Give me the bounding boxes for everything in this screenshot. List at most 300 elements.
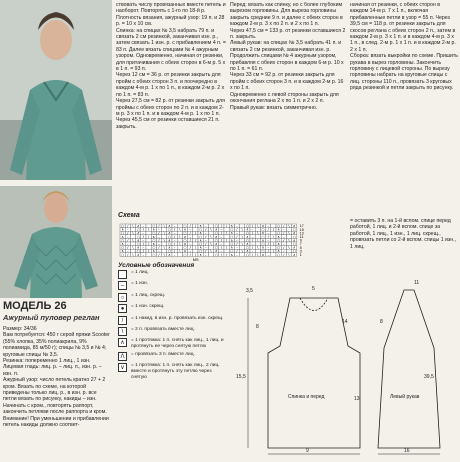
chart-symbol: – bbox=[189, 227, 192, 232]
chart-symbol: ○ bbox=[230, 234, 234, 239]
chart-row-number: 5 bbox=[299, 245, 302, 250]
chart-symbol: – bbox=[189, 242, 192, 246]
chart-symbol: ○ bbox=[245, 252, 249, 257]
chart-cell bbox=[208, 253, 213, 257]
chart-symbol: ∧ bbox=[292, 245, 296, 250]
chart-symbol: ○ bbox=[277, 238, 281, 243]
chart-symbol: ∧ bbox=[246, 227, 249, 232]
chart-symbol: / bbox=[189, 245, 191, 250]
chart-symbol: \ bbox=[241, 234, 243, 239]
chart-symbol: – bbox=[251, 234, 254, 239]
chart-symbol: ∧ bbox=[261, 231, 265, 236]
chart-symbol: / bbox=[220, 252, 222, 257]
chart-symbol: – bbox=[267, 252, 270, 257]
chart-symbol: \ bbox=[132, 231, 134, 236]
chart-symbol: – bbox=[282, 234, 285, 239]
legend-text: = 1 накид, в изн. р. провязать изн. скрещ. bbox=[131, 315, 224, 321]
chart-title: Схема bbox=[118, 212, 140, 219]
chart-symbol: ○ bbox=[277, 231, 281, 236]
chart-symbol: / bbox=[158, 224, 160, 228]
chart-symbol: – bbox=[126, 249, 129, 254]
chart-symbol: \ bbox=[179, 234, 181, 239]
chart-symbol: / bbox=[236, 234, 238, 239]
chart-symbol: / bbox=[220, 224, 222, 228]
chart-symbol: / bbox=[189, 238, 191, 243]
chart-symbol: ∧ bbox=[292, 238, 296, 243]
chart-symbol: ∧ bbox=[277, 227, 280, 232]
chart-symbol: – bbox=[251, 227, 254, 232]
chart-symbol: – bbox=[173, 245, 176, 250]
chart-symbol: ∧ bbox=[121, 242, 124, 246]
model-photo-bottom bbox=[0, 186, 112, 298]
chart-symbol: \ bbox=[257, 231, 259, 236]
chart-symbol: – bbox=[267, 238, 270, 243]
chart-symbol: ∧ bbox=[292, 224, 296, 228]
chart-symbol: – bbox=[142, 252, 145, 257]
chart-symbol: ○ bbox=[136, 234, 140, 239]
chart-symbol: ∧ bbox=[168, 238, 171, 243]
chart-symbol: – bbox=[236, 238, 238, 243]
chart-symbol: – bbox=[236, 252, 238, 257]
chart-symbol: – bbox=[236, 245, 238, 250]
chart-symbol: ∧ bbox=[261, 252, 265, 257]
chart-symbol: / bbox=[205, 249, 207, 254]
chart-symbol: ∧ bbox=[246, 249, 249, 254]
chart-symbol: – bbox=[220, 234, 223, 239]
chart-symbol: ∧ bbox=[292, 252, 296, 257]
legend-item bbox=[118, 293, 226, 302]
chart-symbol: \ bbox=[257, 245, 259, 250]
chart-symbol: \ bbox=[257, 238, 259, 243]
chart-symbol: – bbox=[282, 249, 285, 254]
chart-symbol: – bbox=[267, 231, 270, 236]
chart-symbol: ∧ bbox=[199, 245, 202, 250]
chart-symbol: / bbox=[283, 224, 285, 228]
chart-row-number: 9 bbox=[299, 238, 302, 243]
chart-symbol: ∧ bbox=[214, 227, 218, 232]
schematic-measure: 11 bbox=[414, 280, 420, 286]
chart-symbol: – bbox=[158, 227, 160, 232]
chart-symbol: \ bbox=[272, 249, 274, 254]
chart-symbol: \ bbox=[226, 231, 228, 236]
legend-title: Условные обозначения bbox=[118, 262, 195, 269]
chart-symbol: – bbox=[189, 249, 192, 254]
chart-symbol: \ bbox=[194, 245, 196, 250]
chart-symbol: ○ bbox=[230, 249, 234, 254]
legend-symbol bbox=[118, 270, 127, 279]
chart-symbol: \ bbox=[226, 252, 228, 257]
chart-symbol: \ bbox=[148, 227, 150, 232]
chart-symbol: – bbox=[158, 234, 160, 239]
chart-repeat-label: MS bbox=[192, 257, 199, 262]
chart-symbol: ∧ bbox=[230, 252, 234, 257]
chart-symbol: / bbox=[205, 227, 207, 232]
chart-symbol: / bbox=[252, 224, 254, 228]
chart-symbol: \ bbox=[272, 234, 274, 239]
chart-symbol: ∧ bbox=[168, 224, 171, 228]
chart-symbol: / bbox=[127, 231, 129, 236]
chart-symbol: \ bbox=[288, 252, 290, 257]
schematic-measure: 39,5 bbox=[424, 374, 434, 380]
schematic-measure: 14 bbox=[342, 319, 348, 325]
chart-symbol: ○ bbox=[277, 252, 281, 257]
chart-symbol: ○ bbox=[152, 238, 156, 243]
chart-cell bbox=[146, 253, 151, 257]
chart-symbol: \ bbox=[179, 242, 181, 246]
legend-symbol: Λ bbox=[118, 352, 127, 361]
chart-symbol: ∧ bbox=[183, 234, 187, 239]
chart-symbol: – bbox=[142, 231, 145, 236]
chart-symbol: – bbox=[282, 242, 285, 246]
chart-symbol: ∧ bbox=[152, 227, 156, 232]
chart-symbol: ∧ bbox=[168, 231, 171, 236]
legend-symbol: ∧ bbox=[118, 338, 127, 347]
chart-symbol: ○ bbox=[199, 242, 203, 246]
chart-symbol: \ bbox=[194, 231, 196, 236]
schematic-measure: 8 bbox=[380, 319, 383, 325]
chart-symbol: / bbox=[267, 249, 269, 254]
chart-symbol: / bbox=[127, 224, 129, 228]
chart-symbol: – bbox=[251, 242, 254, 246]
chart-symbol: / bbox=[158, 238, 160, 243]
label-left-piece: Спинка и перед bbox=[288, 394, 325, 400]
chart-symbol: ○ bbox=[183, 238, 187, 243]
chart-symbol: \ bbox=[132, 238, 134, 243]
chart-cell bbox=[177, 253, 182, 257]
chart-symbol: ○ bbox=[136, 227, 140, 232]
chart-symbol: – bbox=[267, 224, 270, 228]
chart-symbol: ○ bbox=[245, 238, 249, 243]
legend-item bbox=[118, 363, 226, 380]
chart-symbol: \ bbox=[210, 242, 212, 246]
cable-note: = оставить 3 п. на 1-й вспом. спице перед работой, 1 лиц. и 2-й вспом. спице за работой, 1 лиц., 1 изн., 1 лиц. скрещ., провязать петли со 2-й вспом. спицы 1 изн., 1 лиц. bbox=[350, 218, 457, 250]
chart-symbol: / bbox=[142, 227, 144, 232]
legend-text: = 1 изн. скрещ. bbox=[131, 304, 165, 310]
chart-row-number: 17 bbox=[299, 224, 304, 229]
legend-symbol: ○ bbox=[118, 293, 127, 302]
chart-symbol: ○ bbox=[152, 252, 156, 257]
chart-symbol: ∧ bbox=[230, 238, 234, 243]
chart-symbol: \ bbox=[257, 224, 259, 228]
chart-symbol: – bbox=[173, 238, 176, 243]
chart-symbol: ○ bbox=[292, 234, 296, 239]
schematic-measure: 16 bbox=[404, 448, 410, 454]
chart-symbol: / bbox=[189, 224, 191, 228]
chart-symbol: – bbox=[158, 249, 160, 254]
chart-symbol: ○ bbox=[214, 238, 218, 243]
chart-symbol: ○ bbox=[292, 227, 296, 232]
chart-symbol: \ bbox=[210, 234, 212, 239]
chart-symbol: – bbox=[220, 242, 223, 246]
chart-symbol: ○ bbox=[183, 252, 187, 257]
chart-row-number: 1 bbox=[299, 253, 302, 257]
chart-symbol: \ bbox=[288, 238, 290, 243]
chart-symbol: – bbox=[204, 245, 207, 250]
chart-symbol: \ bbox=[226, 224, 228, 228]
schematic-measure: 9 bbox=[306, 448, 309, 454]
chart-symbol: ○ bbox=[261, 227, 265, 232]
chart-cell bbox=[271, 253, 276, 257]
model-title: МОДЕЛЬ 26 bbox=[3, 300, 67, 312]
chart-symbol: ○ bbox=[214, 245, 218, 250]
chart-symbol: \ bbox=[241, 242, 243, 246]
chart-symbol: \ bbox=[288, 224, 290, 228]
chart-symbol: / bbox=[174, 249, 176, 254]
chart-symbol: ○ bbox=[183, 245, 187, 250]
materials-text: Размер: 34/36 Вам потребуется: 450 г серой пряжи Scooter (55% хлопка, 35% полиакрила, 9% полиамида, 85 м/50 г); спицы № 3,5 и № 4; круговые спицы № 3,5. Резинка: попеременно 1 лиц., 1 изн. Лицевая гладь: лиц. р. – лиц. п., изн. р. – изн. п. Ажурный узор: число петель кратно 27 + 2 кром. Вязать по схеме, на которой приведены только лиц. р., в изн. р. все петли вязать по рисунку, накиды – изн. Начинать с кром., повторять раппорт, закончить петлями после раппорта и кром. Внимание! При уменьшении и прибавлении петель накиды должно соответ- bbox=[3, 326, 110, 429]
chart-symbol: – bbox=[251, 249, 254, 254]
chart-symbol: \ bbox=[210, 249, 212, 254]
legend-item bbox=[118, 316, 226, 325]
chart-symbol: ∧ bbox=[136, 224, 140, 228]
chart-symbol: ∧ bbox=[183, 242, 187, 246]
chart-symbol: – bbox=[204, 238, 207, 243]
chart-symbol: ∧ bbox=[214, 249, 218, 254]
chart-symbol: ○ bbox=[167, 227, 171, 232]
chart-symbol: ∧ bbox=[277, 242, 280, 246]
chart-symbol: – bbox=[126, 242, 129, 246]
schematic-measure: 5 bbox=[312, 286, 315, 292]
chart-symbol: ∧ bbox=[261, 245, 265, 250]
chart-symbol: \ bbox=[148, 249, 150, 254]
chart-symbol: / bbox=[189, 252, 191, 257]
chart-symbol: \ bbox=[148, 234, 150, 239]
chart-symbol: / bbox=[158, 245, 160, 250]
legend-symbol: ∨ bbox=[118, 363, 127, 372]
chart-symbol: \ bbox=[163, 224, 165, 228]
chart-symbol: – bbox=[220, 227, 223, 232]
chart-symbol: ∧ bbox=[199, 224, 202, 228]
chart-symbol: ○ bbox=[136, 249, 140, 254]
chart-symbol: / bbox=[174, 234, 176, 239]
chart-symbol: ○ bbox=[167, 242, 171, 246]
instructions-column-3: начиная от резинки, с обеих сторон в каждом 14-м р. 7 х 1 п., включая прибавленные петли в узор = 55 п. Через 39,5 см = 118 р. от резинки закрыть для скосов реглана с обеих сторон 2 п., затем в каждом 2-м р. 3 х 1 п. и в каждом 4-м р. 3 х 1 п., в след. 2-м р. 1 х 1 п. и в каждом 2-м р. 2 х 1 п. Сборка: вязать выкройки по схеме. Пришить рукава в вырез горловины. Закончить горловину с лицевой стороны. По вырезу горловины набрать на круговые спицы с лиц. стороны 110 п., провязать 3 круговых ряда резинкой и петли закрыть по рисунку. bbox=[350, 2, 458, 92]
legend-item bbox=[118, 327, 226, 336]
chart-symbol: ○ bbox=[121, 238, 125, 243]
chart-symbol: / bbox=[127, 252, 129, 257]
chart-symbol: / bbox=[127, 245, 129, 250]
chart-symbol: ○ bbox=[261, 242, 265, 246]
chart-symbol: ○ bbox=[152, 231, 156, 236]
chart-symbol: \ bbox=[163, 245, 165, 250]
chart-symbol: \ bbox=[194, 224, 196, 228]
chart-symbol: ○ bbox=[183, 224, 187, 228]
legend-text: = 1 изн. bbox=[131, 281, 148, 287]
chart-symbol: / bbox=[174, 227, 176, 232]
chart-symbol: ○ bbox=[261, 234, 265, 239]
chart-symbol: ∧ bbox=[136, 252, 140, 257]
chart-symbol: \ bbox=[210, 227, 212, 232]
chart-symbol: ∧ bbox=[230, 224, 234, 228]
chart-symbol: – bbox=[126, 234, 129, 239]
chart-symbol: / bbox=[252, 238, 254, 243]
chart-symbol: / bbox=[283, 252, 285, 257]
chart-row-number: 11 bbox=[299, 235, 304, 239]
chart-symbol: – bbox=[173, 231, 176, 236]
legend-text: = 1 лиц. bbox=[131, 270, 149, 275]
chart-symbol: / bbox=[236, 242, 238, 246]
chart-symbol: ○ bbox=[152, 245, 156, 250]
instructions-column-1: ствовать числу провязанных вместе петель и наоборот. Повторять с 1-го по 18-й р. Плотность вязания, ажурный узор: 19 п. и 28 р. = 10 х 10 см. Спинка: на спицах № 3,5 набрать 79 п. и связать 2 см резинкой, заканчивая изн. р., затем связать 1 изн. р. с прибавлением 4 п. = 83 п. Далее вязать спицами № 4 ажурным узором. Одновременно, начиная от резинки, для притачивания с обеих сторон в 6-м р. 5 х в 1 п. = 93 п. Через 12 см = 36 р. от резинки закрыть для пройм с обеих сторон 3 п. и поочередно в каждом 4-м р. 1 х по 1 п., в каждом 2-м р. 2 х по 1 п. = 83 п. Через 27,5 см = 82 р. от резинки закрыть для проймы с обеих сторон по 2 п. и в каждом 2-м р. 3 х по 1 п. и в каждом 4-м р. 1 х по 1 п. Через 45,5 см от резинки оставшиеся 21 п. закрыть. bbox=[116, 2, 226, 130]
chart-symbol: ∧ bbox=[183, 227, 187, 232]
chart-symbol: ∧ bbox=[199, 238, 202, 243]
chart-symbol: \ bbox=[194, 252, 196, 257]
legend-item bbox=[118, 304, 226, 313]
model-subtitle: Ажурный пуловер реглан bbox=[3, 313, 100, 322]
chart-symbol: / bbox=[205, 234, 207, 239]
chart-symbol: – bbox=[142, 245, 145, 250]
chart-symbol: \ bbox=[288, 231, 290, 236]
sleeve-piece-outline bbox=[378, 290, 440, 448]
chart-symbol: – bbox=[282, 227, 285, 232]
label-right-piece: Левый рукав bbox=[390, 394, 420, 400]
chart-symbol: ∧ bbox=[183, 249, 187, 254]
chart-symbol: ○ bbox=[199, 249, 203, 254]
chart-symbol: / bbox=[252, 245, 254, 250]
chart-symbol: ○ bbox=[121, 245, 125, 250]
chart-symbol: / bbox=[158, 252, 160, 257]
chart-symbol: – bbox=[267, 245, 270, 250]
chart-symbol: ○ bbox=[230, 242, 234, 246]
chart-row-number: 3 bbox=[299, 249, 302, 254]
neckline-curve bbox=[300, 298, 328, 311]
legend-item bbox=[118, 352, 226, 361]
chart-symbol: / bbox=[174, 242, 176, 246]
chart-symbol: ○ bbox=[199, 234, 203, 239]
chart-symbol: ∧ bbox=[261, 238, 265, 243]
chart-cell bbox=[240, 253, 245, 257]
chart-symbol: ○ bbox=[261, 249, 265, 254]
chart-symbol: \ bbox=[241, 227, 243, 232]
chart-symbol: – bbox=[236, 224, 238, 228]
chart-symbol: \ bbox=[132, 224, 134, 228]
chart-symbol: \ bbox=[132, 252, 134, 257]
chart-symbol: / bbox=[236, 227, 238, 232]
chart-symbol: ∧ bbox=[261, 224, 265, 228]
chart-symbol: ∧ bbox=[121, 227, 124, 232]
chart-symbol: / bbox=[158, 231, 160, 236]
chart-symbol: ○ bbox=[277, 245, 281, 250]
chart-symbol: ○ bbox=[121, 231, 125, 236]
chart-symbol: / bbox=[267, 227, 269, 232]
chart-symbol: / bbox=[252, 252, 254, 257]
chart-symbol: ∧ bbox=[214, 234, 218, 239]
chart-symbol: ○ bbox=[292, 242, 296, 246]
knitting-chart bbox=[118, 222, 340, 262]
chart-symbol: \ bbox=[288, 245, 290, 250]
chart-symbol: – bbox=[142, 238, 145, 243]
chart-symbol: \ bbox=[226, 245, 228, 250]
chart-symbol: / bbox=[236, 249, 238, 254]
chart-symbol: ○ bbox=[245, 245, 249, 250]
instructions-column-2: Перед: вязать как спинку, но с более глубоким вырезом горловины. Для выреза горловины закрыть средние 9 п. и далее с обеих сторон в каждом 2-м р. 3 х по 2 п. и 2 х по 1 п. Через 47,5 см = 133 р. от резинки оставшиеся 2 п. закрыть. Левый рукав: на спицах № 3,5 набрать 41 п. и связать 2 см резинкой, заканчивая изн. р. Продолжить спицами № 4 ажурным узором, прибавляя с обеих сторон в каждом 6-м р. 10 х по 1 п. = 61 п. Через 33 см = 92 р. от резинки закрыть для пройм с обеих сторон 3 п. и в каждом 2-м р. 16 х по 1 п. Одновременно с левой стороны закрыть для окончания реглана 2 х по 1 п. и 2 х 2 п. Правый рукав: вязать симметрично. bbox=[230, 2, 346, 111]
chart-symbol: ○ bbox=[277, 224, 281, 228]
schematic-measure: 8 bbox=[256, 324, 259, 330]
legend-symbol: / bbox=[118, 316, 127, 325]
chart-symbol: \ bbox=[132, 245, 134, 250]
chart-symbol: ∧ bbox=[199, 231, 202, 236]
chart-symbol: / bbox=[283, 231, 285, 236]
chart-symbol: \ bbox=[241, 249, 243, 254]
chart-symbol: \ bbox=[272, 242, 274, 246]
legend-symbol: ● bbox=[118, 304, 127, 313]
chart-symbol: – bbox=[158, 242, 160, 246]
chart-symbol: – bbox=[204, 252, 207, 257]
chart-symbol: / bbox=[127, 238, 129, 243]
chart-symbol: \ bbox=[226, 238, 228, 243]
schematic-measure: 13 bbox=[354, 396, 360, 402]
chart-symbol: / bbox=[283, 245, 285, 250]
chart-symbol: ∧ bbox=[136, 238, 140, 243]
chart-symbol: ∧ bbox=[199, 252, 202, 257]
chart-symbol: ∧ bbox=[230, 245, 234, 250]
chart-symbol: ∧ bbox=[277, 249, 280, 254]
chart-symbol: – bbox=[142, 224, 145, 228]
chart-symbol: ○ bbox=[214, 224, 218, 228]
chart-symbol: ∧ bbox=[292, 231, 296, 236]
chart-symbol: \ bbox=[257, 252, 259, 257]
chart-symbol: / bbox=[142, 242, 144, 246]
chart-symbol: ○ bbox=[136, 242, 140, 246]
chart-symbol: ∧ bbox=[246, 242, 249, 246]
chart-symbol: ∧ bbox=[230, 231, 234, 236]
chart-symbol: ○ bbox=[121, 224, 125, 228]
chart-symbol: ∧ bbox=[168, 245, 171, 250]
chart-symbol: ∧ bbox=[246, 234, 249, 239]
chart-symbol: / bbox=[189, 231, 191, 236]
chart-symbol: ∧ bbox=[152, 242, 156, 246]
chart-symbol: ○ bbox=[245, 231, 249, 236]
legend-text: = 2 п. провязать вместе лиц. bbox=[131, 326, 195, 332]
chart-row-number: 7 bbox=[299, 242, 302, 247]
chart-symbol: ○ bbox=[183, 231, 187, 236]
chart-symbol: ∧ bbox=[277, 234, 280, 239]
chart-symbol: ∧ bbox=[214, 242, 218, 246]
chart-symbol: \ bbox=[194, 238, 196, 243]
chart-symbol: / bbox=[220, 231, 222, 236]
legend-text: = 1 протяжка: 1 п. снять как лиц., 1 лиц. и протянуть ее через снятую петлю bbox=[131, 338, 224, 349]
chart-symbol: ○ bbox=[230, 227, 234, 232]
schematic-measure: 3,5 bbox=[246, 288, 253, 294]
model-photo-top bbox=[0, 0, 112, 180]
legend-item bbox=[118, 270, 226, 279]
chart-symbol: / bbox=[220, 245, 222, 250]
chart-symbol: ∧ bbox=[168, 252, 171, 257]
chart-symbol: / bbox=[267, 242, 269, 246]
garment-schematic bbox=[228, 268, 458, 458]
chart-symbol: ○ bbox=[245, 224, 249, 228]
chart-symbol: – bbox=[173, 224, 176, 228]
chart-symbol: \ bbox=[148, 242, 150, 246]
chart-symbol: – bbox=[204, 231, 207, 236]
chart-symbol: / bbox=[252, 231, 254, 236]
chart-symbol: ∧ bbox=[121, 234, 124, 239]
legend-text: = 1 лиц. скрещ. bbox=[131, 292, 166, 298]
chart-symbol: ○ bbox=[214, 252, 218, 257]
chart-row-number: 13 bbox=[299, 231, 304, 236]
chart-symbol: ∧ bbox=[121, 249, 124, 254]
chart-symbol: – bbox=[173, 252, 176, 257]
chart-symbol: ∧ bbox=[136, 245, 140, 250]
legend-text: = провязать 3 п. вместе лиц. bbox=[131, 351, 195, 357]
chart-symbol: / bbox=[283, 238, 285, 243]
chart-symbol: – bbox=[204, 224, 207, 228]
chart-symbol: ○ bbox=[199, 227, 203, 232]
legend-item bbox=[118, 281, 226, 290]
chart-symbol: ○ bbox=[152, 224, 156, 228]
chart-symbol: ∧ bbox=[152, 234, 156, 239]
chart-symbol: / bbox=[142, 234, 144, 239]
